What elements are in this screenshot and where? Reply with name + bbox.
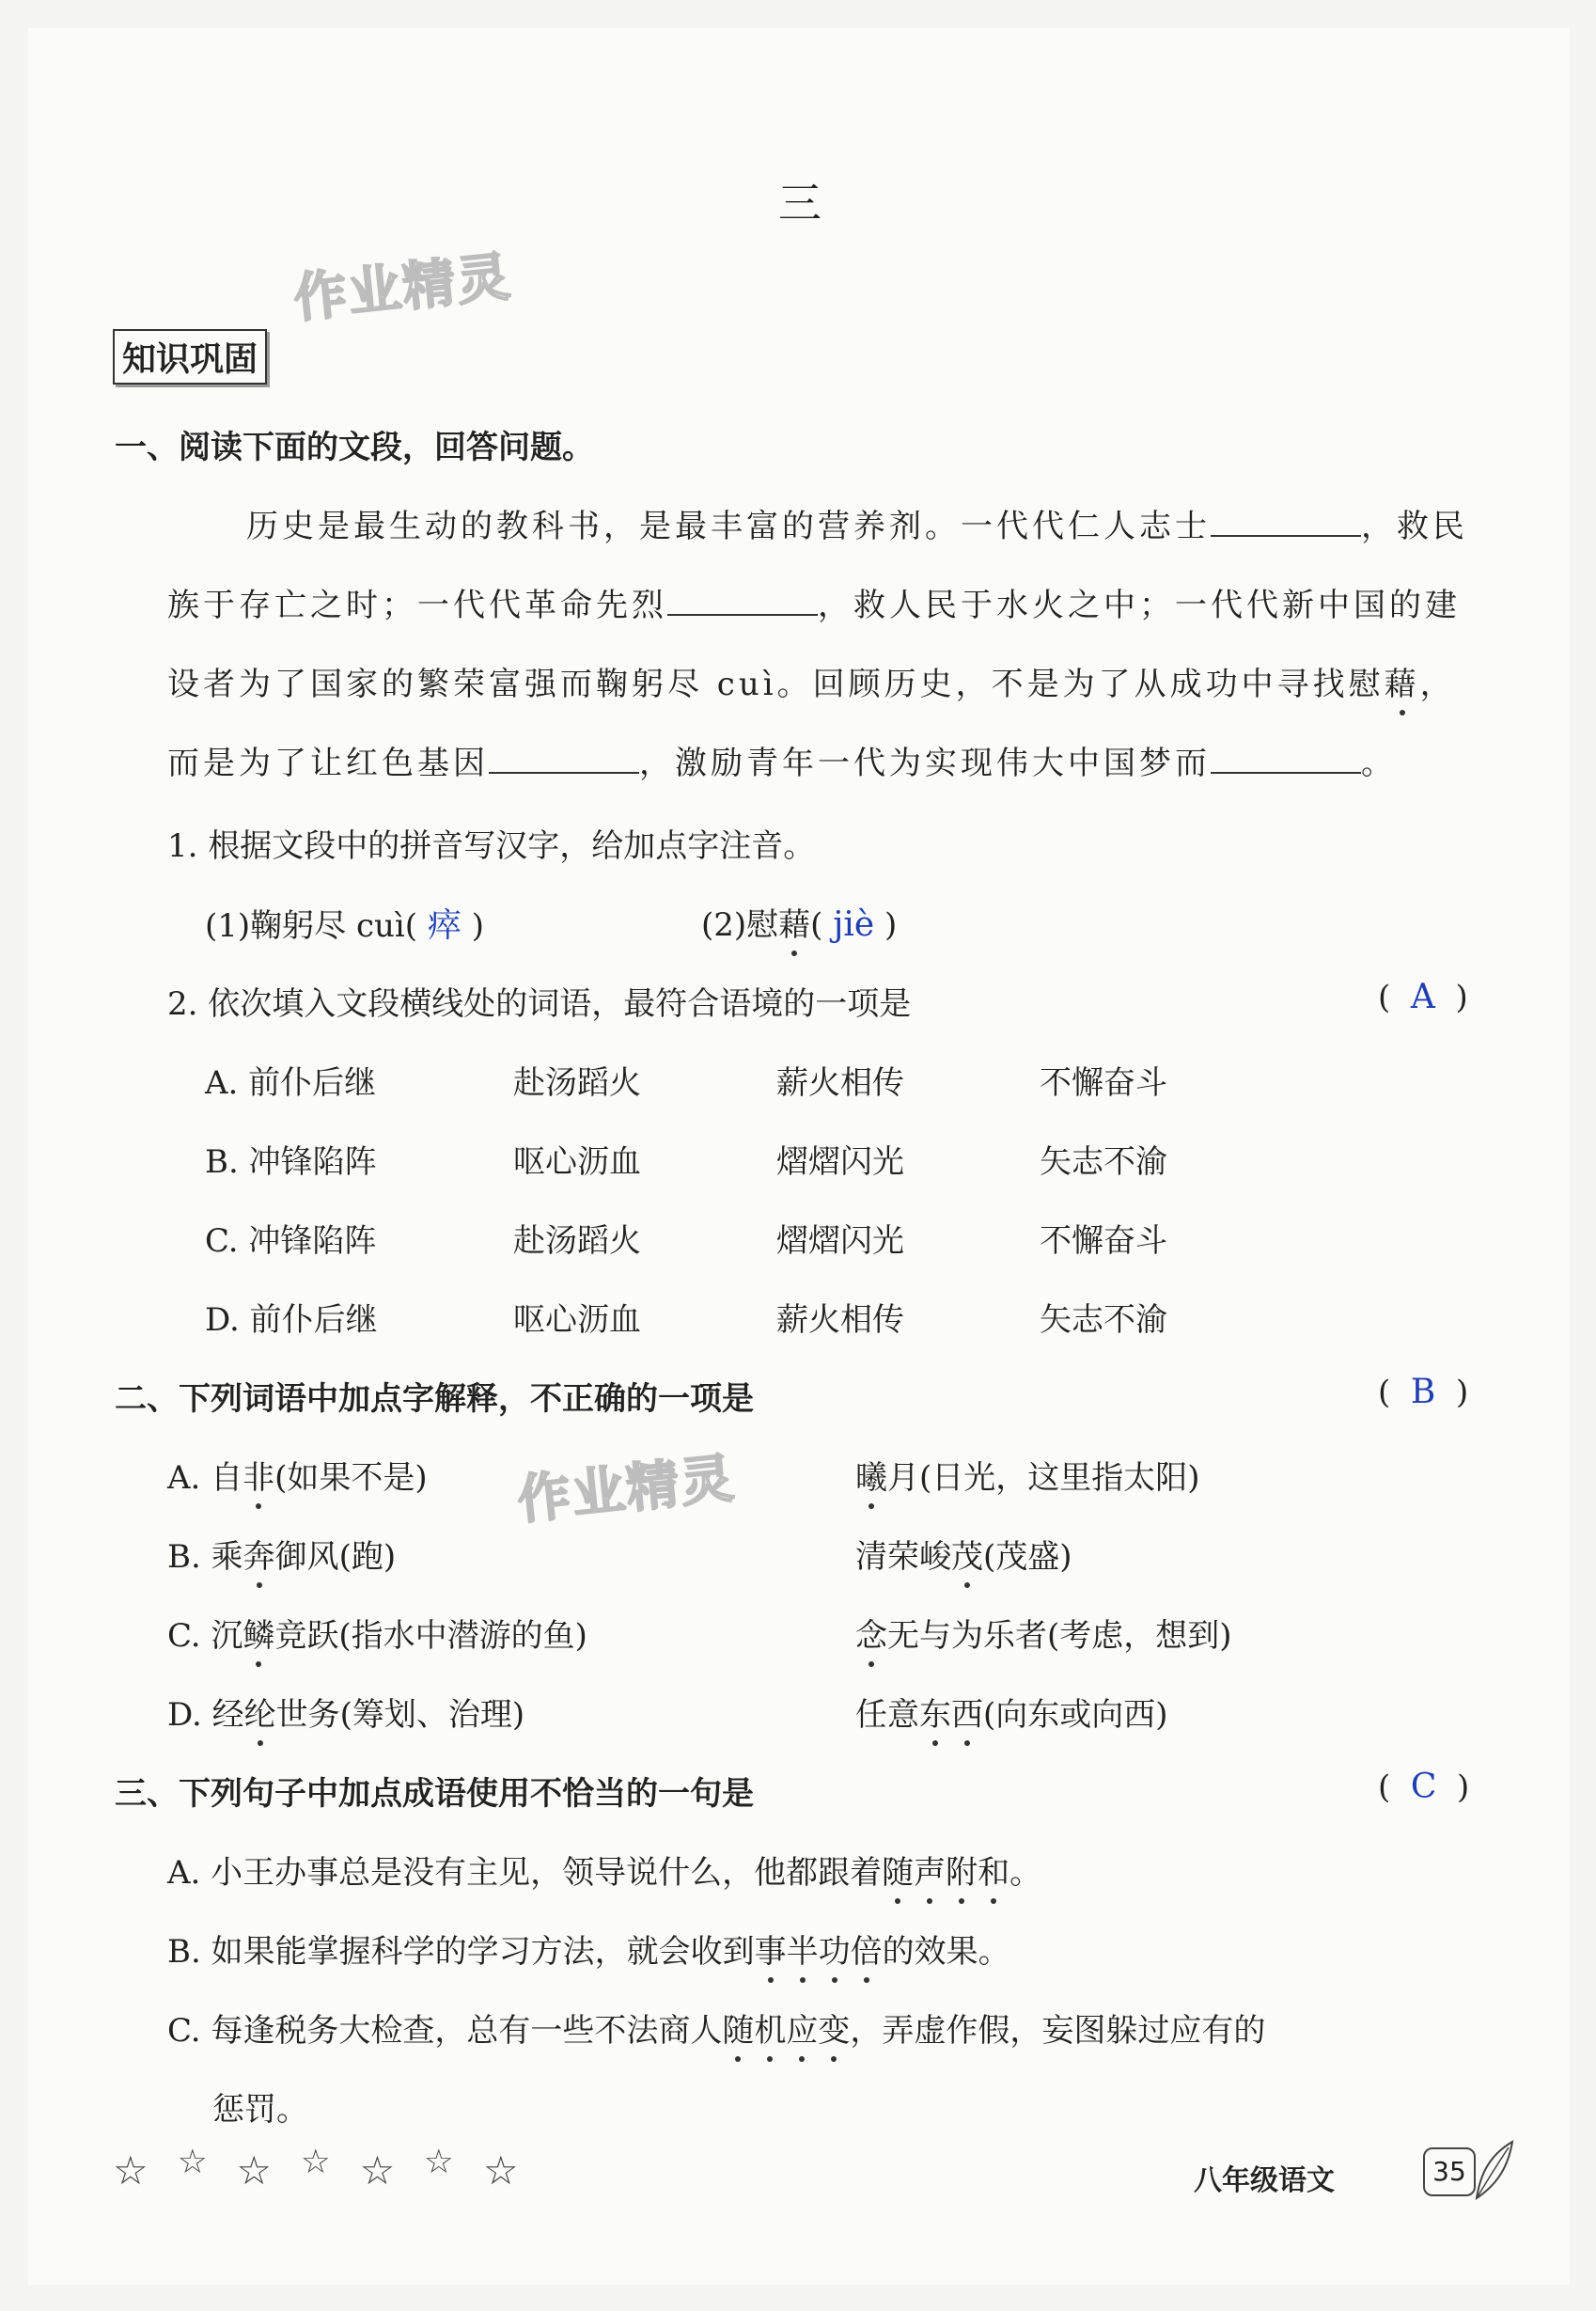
option-cell: 薪火相传	[776, 1301, 904, 1339]
q2-option-r: 曦月(日光，这里指太阳)	[855, 1452, 1200, 1498]
subquestion-1-part-1: (1)鞠躬尽 cuì( 瘁 )	[205, 906, 484, 945]
grade-label: 八年级语文	[1194, 2164, 1335, 2197]
star-icon: ☆	[482, 2147, 519, 2193]
option-cell: 熠熠闪光	[776, 1143, 904, 1181]
q3-option-c: C. 每逢税务大检查，总有一些不法商人随机应变，弄虚作假，妄图躲过应有的	[167, 2004, 1265, 2051]
q2-option-l: A. 自非(如果不是)	[167, 1452, 428, 1498]
answer-cui: 瘁	[427, 906, 462, 945]
answer-box-q3: ( C )	[1378, 1768, 1470, 1806]
option-cell: 不懈奋斗	[1040, 1064, 1167, 1102]
blank-2[interactable]	[667, 586, 818, 616]
q3-option-c-line-2: 惩罚。	[212, 2091, 308, 2129]
passage-line-4: 而是为了让红色基因 ，激励青年一代为实现伟大中国梦而 。	[167, 745, 1397, 782]
subquestion-2: 2. 依次填入文段横线处的词语，最符合语境的一项是	[167, 985, 912, 1023]
q2-option-r: 清荣峻茂(茂盛)	[855, 1531, 1072, 1577]
star-icon: ☆	[177, 2141, 208, 2181]
star-icon: ☆	[424, 2141, 455, 2181]
leaf-icon	[1471, 2136, 1518, 2202]
star-rating	[113, 2141, 545, 2193]
q2-option-l: B. 乘奔御风(跑)	[167, 1531, 396, 1577]
blank-1[interactable]	[1211, 507, 1361, 537]
q2-option-r: 任意东西(向东或向西)	[855, 1689, 1168, 1735]
q2-option-r: 念无与为乐者(考虑，想到)	[855, 1610, 1232, 1656]
question-2-heading: 二、下列词语中加点字解释，不正确的一项是	[115, 1380, 754, 1418]
option-cell: 赴汤蹈火	[513, 1222, 641, 1260]
q2-option-l: C. 沉鳞竞跃(指水中潜游的鱼)	[167, 1610, 587, 1656]
passage-line-3: 设者为了国家的繁荣富强而鞠躬尽 cuì。回顾历史，不是为了从成功中寻找慰藉，	[167, 658, 1456, 704]
question-1-heading: 一、阅读下面的文段，回答问题。	[115, 429, 594, 466]
answer-box-q2: ( B )	[1378, 1373, 1469, 1411]
question-3-heading: 三、下列句子中加点成语使用不恰当的一句是	[115, 1775, 754, 1813]
option-cell: 薪火相传	[776, 1064, 904, 1102]
answer-box-q1-2: ( A )	[1378, 978, 1468, 1016]
q3-option-a: A. 小王办事总是没有主见，领导说什么，他都跟着随声附和。	[167, 1847, 1041, 1893]
q2-option-l: D. 经纶世务(筹划、治理)	[167, 1689, 524, 1735]
option-cell: A. 前仆后继	[205, 1064, 377, 1102]
option-cell: C. 冲锋陷阵	[205, 1222, 377, 1260]
page-title: 三	[778, 178, 821, 228]
subquestion-1-part-2: (2)慰藉( jiè )	[701, 899, 897, 945]
answer-jie: jiè	[833, 905, 875, 944]
watermark-2: 作业精灵	[514, 1448, 739, 1532]
option-cell: D. 前仆后继	[205, 1301, 378, 1339]
option-cell: 熠熠闪光	[776, 1222, 904, 1260]
option-cell: 不懈奋斗	[1040, 1222, 1167, 1260]
star-icon: ☆	[113, 2147, 149, 2193]
option-cell: 呕心沥血	[513, 1301, 641, 1339]
option-cell: 赴汤蹈火	[513, 1064, 641, 1102]
page-number: 35	[1423, 2147, 1476, 2196]
subquestion-1: 1. 根据文段中的拼音写汉字，给加点字注音。	[167, 827, 816, 865]
option-cell: 矢志不渝	[1040, 1301, 1167, 1339]
option-cell: 矢志不渝	[1040, 1143, 1167, 1181]
blank-4[interactable]	[1211, 744, 1361, 774]
option-cell: B. 冲锋陷阵	[205, 1143, 377, 1181]
watermark: 作业精灵	[290, 246, 515, 330]
passage-line-1: 历史是最生动的教科书，是最丰富的营养剂。一代代仁人志士 ，救民	[246, 508, 1468, 545]
section-label: 知识巩固	[113, 329, 267, 385]
blank-3[interactable]	[489, 744, 639, 774]
star-icon: ☆	[359, 2147, 396, 2193]
q3-option-b: B. 如果能掌握科学的学习方法，就会收到事半功倍的效果。	[167, 1926, 1010, 1972]
passage-line-2: 族于存亡之时；一代代革命先烈 ，救人民于水火之中；一代代新中国的建	[167, 587, 1461, 624]
star-icon: ☆	[300, 2141, 331, 2181]
option-cell: 呕心沥血	[513, 1143, 641, 1181]
star-icon: ☆	[236, 2147, 272, 2193]
